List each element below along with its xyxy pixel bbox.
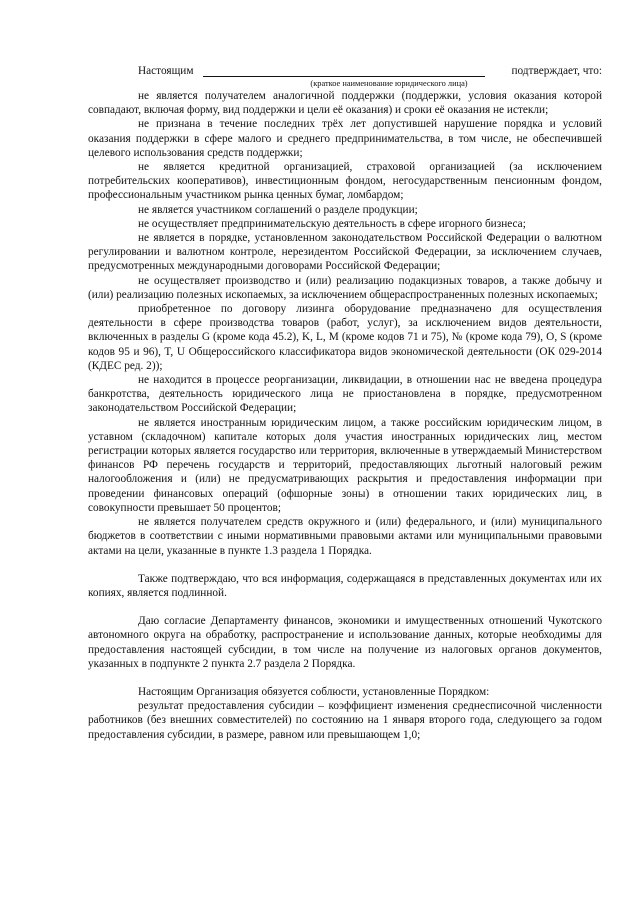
- authenticity-statement: Также подтверждаю, что вся информация, содержащаяся в представленных документах или их копиях, является подлинной.: [88, 572, 602, 599]
- condition-paragraph: не осуществляет производство и (или) реализацию подакцизных товаров, а также добычу и (или) реализацию полезных ископаемых, за исключением общераспространенных полезных ископаемых;: [88, 274, 602, 301]
- condition-paragraph: не является кредитной организацией, страховой организацией (за исключением потребительских кооперативов), инвестиционным фондом, негосударственным пенсионным фондом, профессиональным участником рынка ценных бумаг, ломбардом;: [88, 161, 602, 202]
- condition-paragraph: не признана в течение последних трёх лет допустившей нарушение порядка и условий оказания поддержки в сфере малого и среднего предпринимательства, в том числе, не обеспечившей целевого использования средств поддержки;: [88, 118, 602, 159]
- condition-paragraph: не является участником соглашений о разделе продукции;: [138, 203, 418, 216]
- declaration-header: [88, 64, 602, 79]
- document-body: [88, 64, 602, 742]
- condition-paragraph: не осуществляет предпринимательскую деятельность в сфере игорного бизнеса;: [138, 217, 526, 230]
- condition-paragraph: не является в порядке, установленном законодательством Российской Федерации о валютном регулировании и валютном контроле, нерезидентом Российской Федерации, за исключением случаев, предусмотренных международными договорами Российской Федерации;: [88, 232, 602, 273]
- condition-paragraph: не является иностранным юридическим лицом, а также российским юридическим лицом, в уставном (складочном) капитале которых доля участия иностранных юридических лиц, местом регистрации которых является государство или территория, включенные в утверждаемый Министерством финансов РФ перечень государств и территорий, предоставляющих льготный налоговый режим налогообложения и (или) не предусматривающих раскрытия и предоставления информации при проведении финансовых операций (офшорные зоны) в отношении таких юридических лиц, в совокупности превышает 50 процентов;: [88, 416, 602, 514]
- condition-paragraph: не является получателем средств окружного и (или) федерального, и (или) муниципального бюджетов в соответствии с иными нормативными правовыми актами или муниципальными правовыми актами на цели, указанные в пункте 1.3 раздела 1 Порядка.: [88, 516, 602, 557]
- condition-paragraph: приобретенное по договору лизинга оборудование предназначено для осуществления деятельности в сфере производства товаров (работ, услуг), за исключением видов деятельности, включенных в разделы G (кроме кода 45.2), K, L, M (кроме кодов 71 и 75), № (кроме кода 79), O, S (кроме кодов 95 и 96), T, U Общероссийского классификатора видов экономической деятельности (ОК 029-2014 (КДЕС ред. 2));: [88, 303, 602, 372]
- obligation-item: результат предоставления субсидии – коэффициент изменения среднесписочной численности работников (без внешних совместителей) по состоянию на 1 января второго года, следующего за годом предоставления субсидии, в размере, равном или превышающем 1,0;: [88, 700, 602, 741]
- header-tail: подтверждает, что:: [511, 65, 602, 77]
- company-name-blank-line: [203, 76, 485, 77]
- condition-paragraph: не находится в процессе реорганизации, ликвидации, в отношении нас не введена процедура банкротства, деятельность юридического лица не приостановлена в порядке, предусмотренном законодательством Российской Федерации;: [88, 374, 602, 415]
- obligation-statement: Настоящим Организация обязуется соблюсти, установленные Порядком:: [138, 685, 490, 698]
- header-lead: Настоящим: [138, 65, 194, 77]
- consent-statement: Даю согласие Департаменту финансов, экономики и имущественных отношений Чукотского автономного округа на обработку, распространение и использование данных, которые необходимы для предоставления настоящей субсидии, в том числе на получение из налоговых органов документов, указанных в подпункте 2 пункта 2.7 раздела 2 Порядка.: [88, 615, 602, 670]
- blank-caption: (краткое наименование юридического лица): [310, 79, 468, 88]
- condition-paragraph: не является получателем аналогичной поддержки (поддержки, условия оказания которой совпадают, включая форму, вид поддержки и цели её оказания) и сроки её оказания не истекли;: [88, 90, 602, 117]
